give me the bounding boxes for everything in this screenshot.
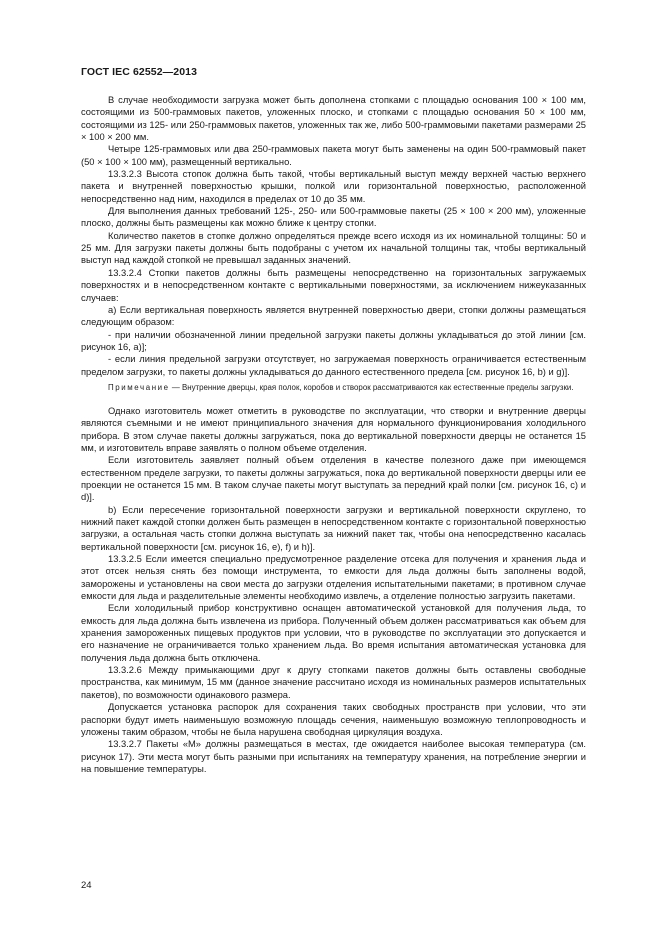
list-item-dash: - если линия предельной загрузки отсутствует, но загружаемая поверхность ограничивается естественным пределом загрузки, то пакеты должны укладываться до данного естественного предела [см. рисунок 16, b) и g)]. — [81, 354, 586, 377]
note-label: Примечание — [108, 382, 170, 392]
note — [81, 382, 586, 393]
page-number: 24 — [81, 880, 92, 891]
paragraph-13-3-2-7: 13.3.2.7 Пакеты «М» должны размещаться в местах, где ожидается наиболее высокая температура (см. рисунок 17). Эти места могут быть разными при испытаниях на температуру хранения, на потребление энергии и на повышение температуры. — [81, 739, 586, 774]
note-text: — Внутренние дверцы, края полок, коробов и створок рассматриваются как естественные пределы загрузки. — [171, 382, 574, 392]
paragraph-13-3-2-5: 13.3.2.5 Если имеется специально предусмотренное разделение отсека для получения и хранения льда и этот отсек нельзя снять без помощи инструмента, то емкости для льда должны быть заполнены водой, заморожены и установлены на свои места до загрузки отделения испытательными пакетами; в противном случае емкости для льда и разделительные элементы необходимо извлечь, а отделение полностью загрузить пакетами. — [81, 554, 586, 602]
paragraph: Количество пакетов в стопке должно определяться прежде всего исходя из их номинальной толщины: 50 и 25 мм. Для загрузки пакеты должны быть подобраны с учетом их начальной толщины так, чтобы вертикальный выступ над каждой стопкой не превышал заданных значений. — [81, 230, 586, 266]
list-item-b: b) Если пересечение горизонтальной поверхности загрузки и вертикальной поверхности скруглено, то нижний пакет каждой стопки должен быть размещен в непосредственном контакте с горизонтальной поверхностью загрузки, а остальная часть стопки должна выступать за нижний пакет так, чтобы она непосредственно касалась вертикальной поверхности [см. рисунок 16, е), f) и h)]. — [81, 504, 586, 552]
paragraph: Если холодильный прибор конструктивно оснащен автоматической установкой для получения льда, то емкость для льда должна быть извлечена из прибора. Полученный объем должен рассматриваться как объем для хранения замороженных пищевых продуктов при условии, что в руководстве по эксплуатации это допускается и его назначение не ограничивается только хранением льда. Во время испытания автоматическая установка для получения льда должна быть отключена. — [81, 603, 586, 663]
paragraph: Если изготовитель заявляет полный объем отделения в качестве полезного даже при имеющемся естественном пределе загрузки, то пакеты должны загружаться, пока до вертикальной поверхности дверцы или ее проекции не останется 15 мм. В таком случае пакеты могут выступать за передний край полки [см. рисунок 16, с) и d)]. — [81, 455, 586, 503]
document-header: ГОСТ IEC 62552—2013 — [81, 66, 198, 78]
paragraph: Четыре 125-граммовых или два 250-граммовых пакета могут быть заменены на один 500-граммовый пакет (50 × 100 × 100 мм), размещенный вертикально. — [81, 144, 586, 167]
paragraph: Для выполнения данных требований 125-, 250- или 500-граммовые пакеты (25 × 100 × 200 мм), уложенные плоско, должны быть размещены как можно ближе к центру стопки. — [81, 206, 586, 229]
document-body — [81, 94, 586, 775]
paragraph-13-3-2-6: 13.3.2.6 Между примыкающими друг к другу стопками пакетов должны быть оставлены свободные пространства, как минимум, 15 мм (данное значение рассчитано исходя из номинальных размеров испытательных пакетов), по возможности одинакового размера. — [81, 665, 586, 700]
paragraph: Однако изготовитель может отметить в руководстве по эксплуатации, что створки и внутренние дверцы являются съемными и не имеют принципиального значения для нормального функционирования холодильного прибора. В этом случае пакеты должны загружаться, пока до вертикальной поверхности дверцы не останется 15 мм, и изготовитель вправе заявлять о полном объеме отделения. — [81, 405, 586, 453]
paragraph: Допускается установка распорок для сохранения таких свободных пространств при условии, что эти распорки будут иметь наименьшую возможную площадь сечения, наименьшую возможную теплопроводность и уложены таким образом, чтобы не была нарушена свободная циркуляция воздуха. — [81, 702, 586, 737]
paragraph-13-3-2-4: 13.3.2.4 Стопки пакетов должны быть размещены непосредственно на горизонтальных загружаемых поверхностях и в непосредственном контакте с вертикальными поверхностями, за исключением нижеуказанных случаев: — [81, 267, 586, 303]
paragraph: В случае необходимости загрузка может быть дополнена стопками с площадью основания 100 × 100 мм, состоящими из 500-граммовых пакетов, уложенных плоско, и стопками с площадью основания 50 × 100 мм, состоящими из 125- или 250-граммовых пакетов, уложенных так же, либо 500-граммовыми пакетами размерами 25 × 100 × 200 мм. — [81, 95, 586, 143]
list-item-dash: - при наличии обозначенной линии предельной загрузки пакеты должны укладываться до этой линии [см. рисунок 16, а)]; — [81, 329, 586, 352]
list-item-a: а) Если вертикальная поверхность является внутренней поверхностью двери, стопки должны размещаться следующим образом: — [81, 304, 586, 328]
paragraph-13-3-2-3: 13.3.2.3 Высота стопок должна быть такой, чтобы вертикальный выступ между верхней частью верхнего пакета и внутренней поверхностью крышки, полкой или горизонтальной поверхностью, расположенной непосредственно над ним, находился в пределах от 10 до 35 мм. — [81, 169, 586, 204]
